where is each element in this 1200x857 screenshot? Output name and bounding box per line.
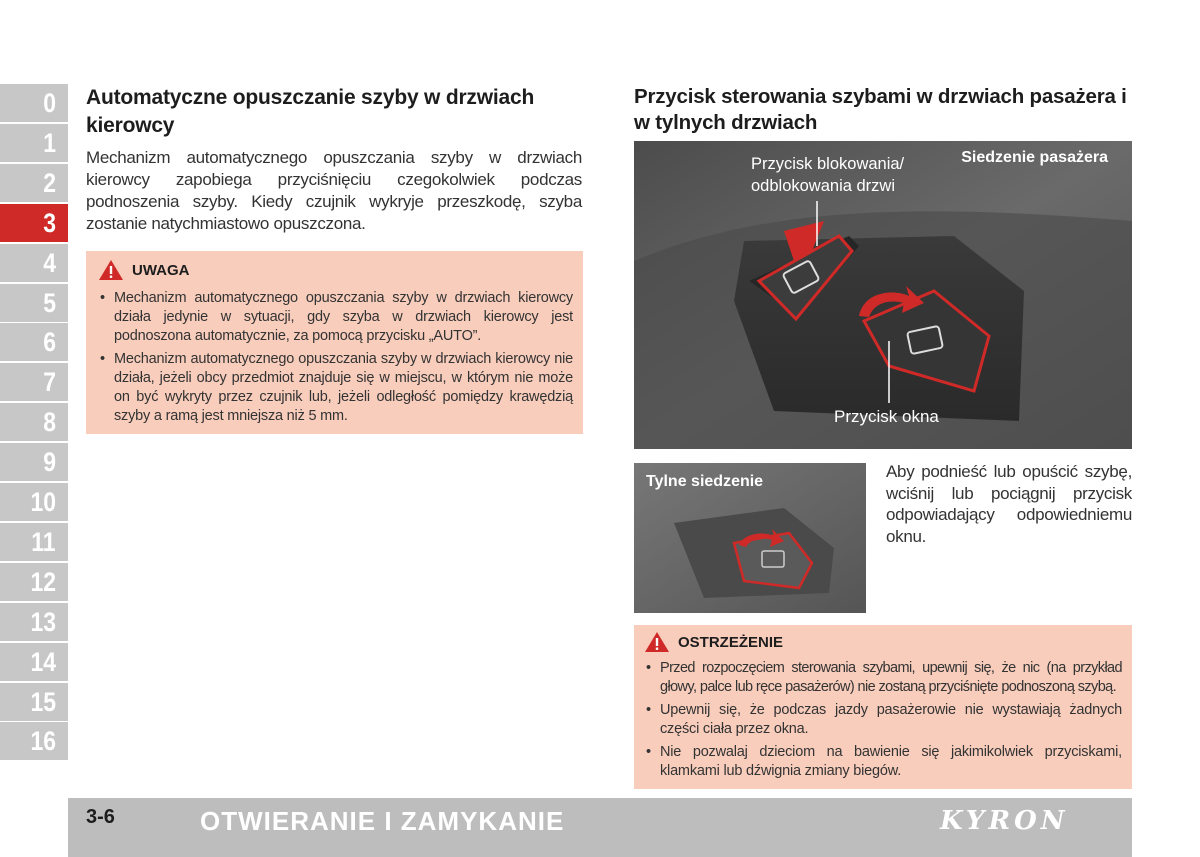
chapter-tab-number: 12: [30, 566, 56, 597]
chapter-tab-1[interactable]: [0, 124, 68, 162]
warning-item: • Upewnij się, że podczas jazdy pasażerowie nie wystawiają żadnych części ciała przez okna.: [644, 701, 1122, 739]
rear-door-photo: [634, 463, 866, 613]
caution-label: UWAGA: [132, 261, 190, 279]
warning-header: [644, 631, 1122, 653]
caution-box: [86, 251, 583, 434]
chapter-tab-number: 10: [30, 487, 56, 517]
chapter-tab-15[interactable]: [0, 683, 68, 721]
window-button-label: Przycisk okna: [834, 407, 939, 426]
chapter-tab-number: 6: [43, 327, 56, 358]
chapter-tab-number: 13: [30, 606, 56, 637]
heading-passenger-windows: Przycisk sterowania szybami w drzwiach pasażera i w tylnych drzwiach: [634, 85, 1127, 134]
warning-item: • Przed rozpoczęciem sterowania szybami, upewnij się, że nic (na przykład głowy, palce lub ręce pasażerów) nie zostaną przyciśnięte podnoszoną szybą.: [644, 659, 1122, 697]
chapter-tab-11[interactable]: [0, 523, 68, 561]
window-instruction: Aby podnieść lub opuścić szybę, wciśnij lub pociągnij przycisk odpowiadający odpowiedniemu oknu.: [886, 462, 1132, 546]
passenger-door-photo: [634, 141, 1132, 449]
chapter-tab-number: 8: [43, 407, 56, 438]
lock-button-label: Przycisk blokowania/ odblokowania drzwi: [751, 155, 905, 195]
chapter-tab-12[interactable]: [0, 563, 68, 601]
passenger-seat-label: Siedzenie pasażera: [961, 149, 1108, 166]
chapter-tab-16[interactable]: [0, 722, 68, 760]
rear-seat-label: Tylne siedzenie: [646, 473, 764, 490]
warning-item: • Nie pozwalaj dzieciom na bawienie się jakimikolwiek przyciskami, klamkami lub dźwignia zmiany biegów.: [644, 743, 1122, 781]
chapter-tab-number: 2: [43, 167, 56, 198]
chapter-tab-number: 9: [43, 447, 56, 478]
brand-logo: KYRON: [940, 806, 1069, 836]
auto-reverse-description: Mechanizm automatycznego opuszczania szyby w drzwiach kierowcy zapobiega przyciśnięciu czegokolwiek podczas podnoszenia szyby. Kiedy czujnik wykryje przeszkodę, szyba zostanie natychmiastowo opuszczona.: [86, 148, 582, 233]
chapter-tab-10[interactable]: [0, 483, 68, 521]
chapter-tab-5[interactable]: [0, 284, 68, 322]
chapter-tab-2[interactable]: [0, 164, 68, 202]
chapter-tab-number: 4: [43, 247, 56, 278]
chapter-tab-number: 14: [30, 646, 56, 677]
chapter-tab-number: 7: [43, 367, 56, 398]
chapter-tab-14[interactable]: [0, 643, 68, 681]
chapter-tab-13[interactable]: [0, 603, 68, 641]
chapter-tab-number: 11: [31, 526, 56, 557]
chapter-tab-9[interactable]: [0, 443, 68, 481]
warning-box: [634, 625, 1132, 789]
chapter-tab-4[interactable]: [0, 244, 68, 282]
chapter-tab-number: 16: [30, 726, 56, 757]
chapter-tab-number: 3: [43, 207, 56, 238]
chapter-tab-7[interactable]: [0, 363, 68, 401]
chapter-tab-number: 15: [30, 686, 56, 717]
chapter-tab-number: 0: [43, 88, 56, 118]
warning-label: OSTRZEŻENIE: [678, 633, 784, 651]
chapter-tab-number: 1: [43, 127, 56, 158]
caution-item: • Mechanizm automatycznego opuszczania szyby w drzwiach kierowcy działa jedynie w sytuacji, gdy szyba w drzwiach kierowcy jest podnoszona automatycznie, za pomocą przycisku „AUTO”.: [98, 289, 573, 346]
chapter-tab-number: 5: [43, 287, 56, 318]
page-number: 3-6: [86, 806, 115, 828]
chapter-tab-8[interactable]: [0, 403, 68, 441]
chapter-tab-3[interactable]: [0, 204, 68, 242]
caution-item: • Mechanizm automatycznego opuszczania szyby w drzwiach kierowcy nie działa, jeżeli obcy przedmiot znajduje się w miejscu, w którym nie może on być wykryty przez czujnik lub, jeżeli odległość pomiędzy krawędzią szyby a ramą jest mniejsza niż 5 mm.: [98, 350, 573, 426]
warning-triangle-icon: [644, 631, 670, 653]
caution-header: [98, 259, 573, 281]
heading-auto-reverse: Automatyczne opuszczanie szyby w drzwiach kierowcy: [86, 86, 535, 137]
chapter-tab-0[interactable]: [0, 84, 68, 122]
warning-triangle-icon: [98, 259, 124, 281]
chapter-tab-6[interactable]: [0, 323, 68, 361]
section-title: OTWIERANIE I ZAMYKANIE: [200, 806, 565, 836]
